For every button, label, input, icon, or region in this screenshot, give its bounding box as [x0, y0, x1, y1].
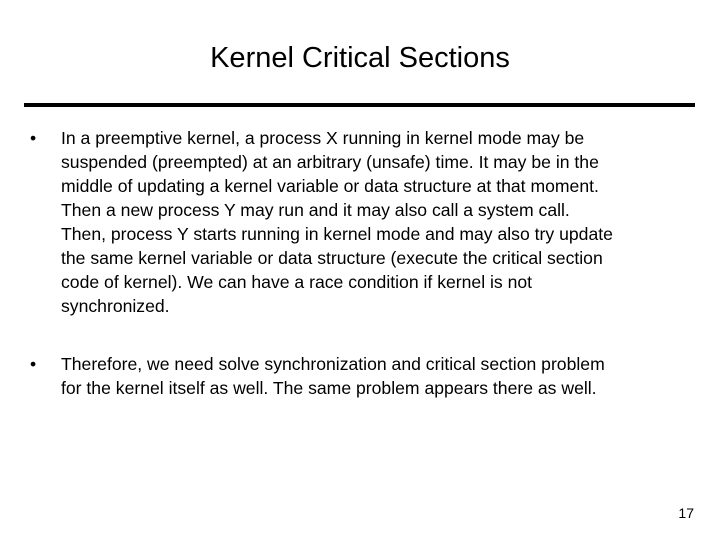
- bullet-line: In a preemptive kernel, a process X running in kernel mode may be: [61, 128, 585, 148]
- bullet-text: [61, 126, 701, 318]
- bullet-line: Therefore, we need solve synchronization and critical section problem: [61, 354, 605, 374]
- bullet-line: Then a new process Y may run and it may also call a system call.: [61, 200, 570, 220]
- bullet-line: code of kernel). We can have a race condition if kernel is not: [61, 272, 533, 292]
- bullet-line: the same kernel variable or data structure (execute the critical section: [61, 248, 603, 268]
- slide-title: Kernel Critical Sections: [210, 42, 510, 74]
- page-number: 17: [678, 505, 694, 521]
- bullet-line: Then, process Y starts running in kernel mode and may also try update: [61, 224, 613, 244]
- bullet-line: synchronized.: [61, 296, 170, 316]
- bullet-marker: •: [30, 128, 37, 148]
- bullet-text: [61, 352, 701, 400]
- bullet-line: for the kernel itself as well. The same problem appears there as well.: [61, 378, 597, 398]
- bullet-line: middle of updating a kernel variable or data structure at that moment.: [61, 176, 599, 196]
- bullet-marker: •: [30, 354, 37, 374]
- bullet-line: suspended (preempted) at an arbitrary (unsafe) time. It may be in the: [61, 152, 599, 172]
